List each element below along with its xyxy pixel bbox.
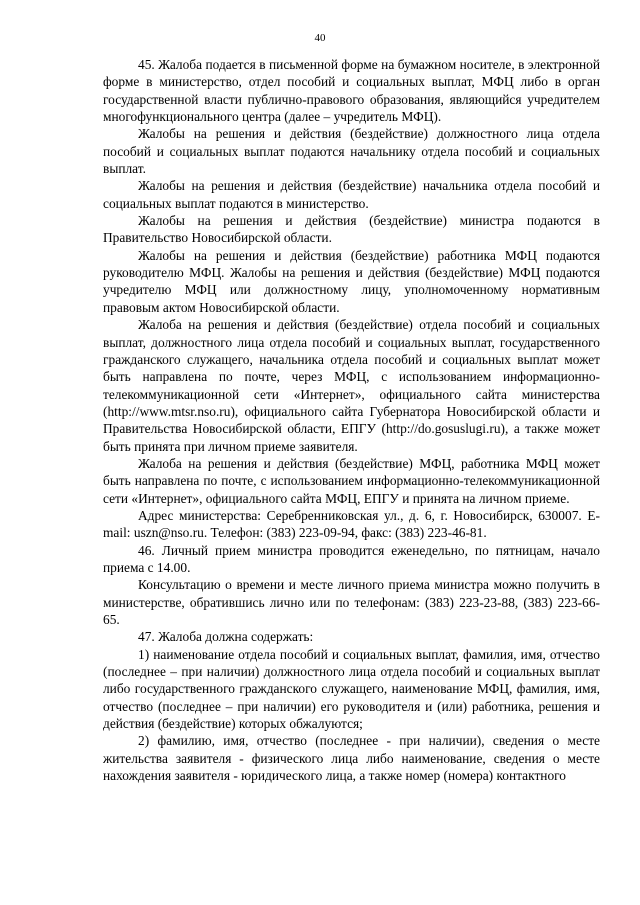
page-number: 40: [314, 32, 326, 44]
paragraph-complaint-mfc-channels: Жалоба на решения и действия (бездействие) МФЦ, работника МФЦ может быть направлена по почте, с использованием информационно-телекоммуникационной сети «Интернет», официального сайта МФЦ, ЕПГУ и принята на личном приеме.: [103, 455, 600, 506]
paragraph-45-submission: 45. Жалоба подается в письменной форме на бумажном носителе, в электронной форме в министерство, отдел пособий и социальных выплат, МФЦ либо в орган государственной власти публично-правового образования, являющийся учредителем многофункционального центра (далее – учредитель МФЦ).: [103, 57, 600, 125]
paragraph-46-reception: 46. Личный прием министра проводится еженедельно, по пятницам, начало приема с 14.00.: [103, 542, 600, 575]
document-body: [103, 56, 600, 784]
paragraph-ministry-address: Адрес министерства: Серебренниковская ул., д. 6, г. Новосибирск, 630007. E-mail: uszn@nso.ru. Телефон: (383) 223-09-94, факс: (383) 223-46-81.: [103, 507, 600, 541]
paragraph-complaint-head: Жалобы на решения и действия (бездействие) начальника отдела пособий и социальных выплат подаются в министерство.: [103, 178, 600, 211]
paragraph-item-1: 1) наименование отдела пособий и социальных выплат, фамилия, имя, отчество (последнее – при наличии) должностного лица отдела пособий и социальных выплат либо государственного гражданского служащего, наименование МФЦ, фамилия, имя, отчество (последнее – при наличии) его руководителя и (или) работника, решения и действия (бездействие) которых обжалуются;: [103, 646, 600, 732]
paragraph-consultation: Консультацию о времени и месте личного приема министра можно получить в министерстве, обратившись лично или по телефонам: (383) 223-23-88, (383) 223-66-65.: [103, 577, 600, 627]
paragraph-47-contents: 47. Жалоба должна содержать:: [138, 629, 314, 645]
paragraph-complaint-channels: Жалоба на решения и действия (бездействие) отдела пособий и социальных выплат, должностного лица отдела пособий и социальных выплат, государственного гражданского служащего, начальника отдела пособий и социальных выплат может быть направлена по почте, через МФЦ, с использованием информационно-телекоммуникационной сети «Интернет», официального сайта министерства (http://www.mtsr.nso.ru), официального сайта Губернатора Новосибирской области и Правительства Новосибирской области, ЕПГУ (http://do.gosuslugi.ru), а также может быть принята при личном приеме заявителя.: [103, 317, 600, 454]
paragraph-complaint-mfc-worker: Жалобы на решения и действия (бездействие) работника МФЦ подаются руководителю МФЦ. Жалобы на решения и действия (бездействие) МФЦ подаются учредителю МФЦ или должностному лицу, уполномоченному нормативным правовым актом Новосибирской области.: [103, 247, 600, 315]
paragraph-item-2: 2) фамилию, имя, отчество (последнее - при наличии), сведения о месте жительства заявителя - физического лица либо наименование, сведения о месте нахождения заявителя - юридического лица, а также номер (номера) контактного: [103, 733, 600, 784]
paragraph-complaint-minister: Жалобы на решения и действия (бездействие) министра подаются в Правительство Новосибирской области.: [103, 213, 600, 246]
paragraph-complaint-official: Жалобы на решения и действия (бездействие) должностного лица отдела пособий и социальных выплат подаются начальнику отдела пособий и социальных выплат.: [103, 126, 600, 177]
